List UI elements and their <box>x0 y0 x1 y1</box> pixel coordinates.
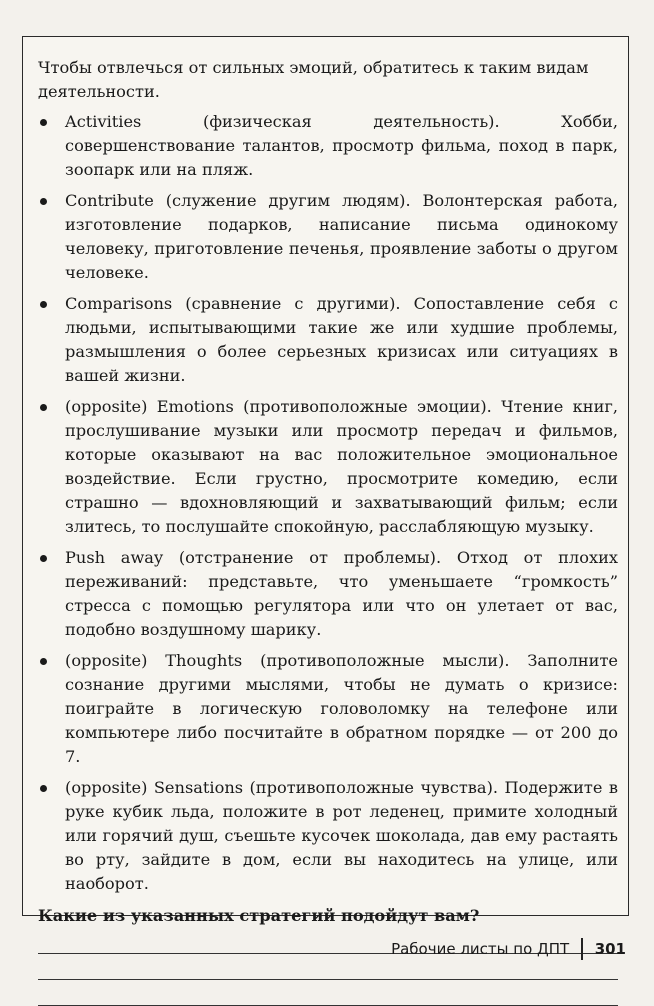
list-item-text: Push away (отстранение от проблемы). Отход от плохих переживаний: представьте, что уменьшаете “громкость” стресса с помощью регулятора или что он улетает от вас, подобно воздушному шарику. <box>65 548 618 639</box>
bullet-icon <box>40 198 47 205</box>
bullet-icon <box>40 785 47 792</box>
list-item-text: (opposite) Sensations (противоположные чувства). Подержите в руке кубик льда, положите в рот леденец, примите холодный или горячий душ, съешьте кусочек шоколада, дав ему растаять во рту, зайдите в дом, если вы находитесь на улице, или наоборот. <box>65 778 618 893</box>
footer-divider <box>581 938 583 960</box>
list-item <box>38 110 618 182</box>
worksheet-content <box>38 56 618 1006</box>
list-item <box>38 395 618 539</box>
strategy-list <box>38 110 618 896</box>
question-heading: Какие из указанных стратегий подойдут вам? <box>38 906 480 925</box>
list-item <box>38 649 618 769</box>
list-item <box>38 546 618 642</box>
answer-line[interactable] <box>38 980 618 1006</box>
list-item <box>38 776 618 896</box>
list-item <box>38 189 618 285</box>
list-item-text: (opposite) Emotions (противоположные эмоции). Чтение книг, прослушивание музыки или просмотр передач и фильмов, которые оказывают на вас положительное эмоциональное воздействие. Если грустно, просмотрите комедию, если страшно — вдохновляющий и захватывающий фильм; если злитесь, то послушайте спокойную, расслабляющую музыку. <box>65 397 618 536</box>
list-item-text: Contribute (служение другим людям). Волонтерская работа, изготовление подарков, написание письма одинокому человеку, приготовление печенья, проявление заботы о другом человеке. <box>65 191 618 282</box>
bullet-icon <box>40 555 47 562</box>
page-number: 301 <box>594 940 626 958</box>
running-title: Рабочие листы по ДПТ <box>391 940 570 958</box>
bullet-icon <box>40 658 47 665</box>
list-item-text: (opposite) Thoughts (противоположные мысли). Заполните сознание другими мыслями, чтобы не думать о кризисе: поиграйте в логическую головоломку на телефоне или компьютере либо посчитайте в обратном порядке — от 200 до 7. <box>65 651 618 766</box>
list-item-text: Activities (физическая деятельность). Хобби, совершенствование талантов, просмотр фильма, поход в парк, зоопарк или на пляж. <box>65 112 618 179</box>
page-footer <box>391 938 626 960</box>
bullet-icon <box>40 119 47 126</box>
bullet-icon <box>40 404 47 411</box>
list-item-text: Comparisons (сравнение с другими). Сопоставление себя с людьми, испытывающими такие же или худшие проблемы, размышления о более серьезных кризисах или ситуациях в вашей жизни. <box>65 294 618 385</box>
list-item <box>38 292 618 388</box>
bullet-icon <box>40 301 47 308</box>
intro-text: Чтобы отвлечься от сильных эмоций, обратитесь к таким видам деятельности. <box>38 58 589 101</box>
